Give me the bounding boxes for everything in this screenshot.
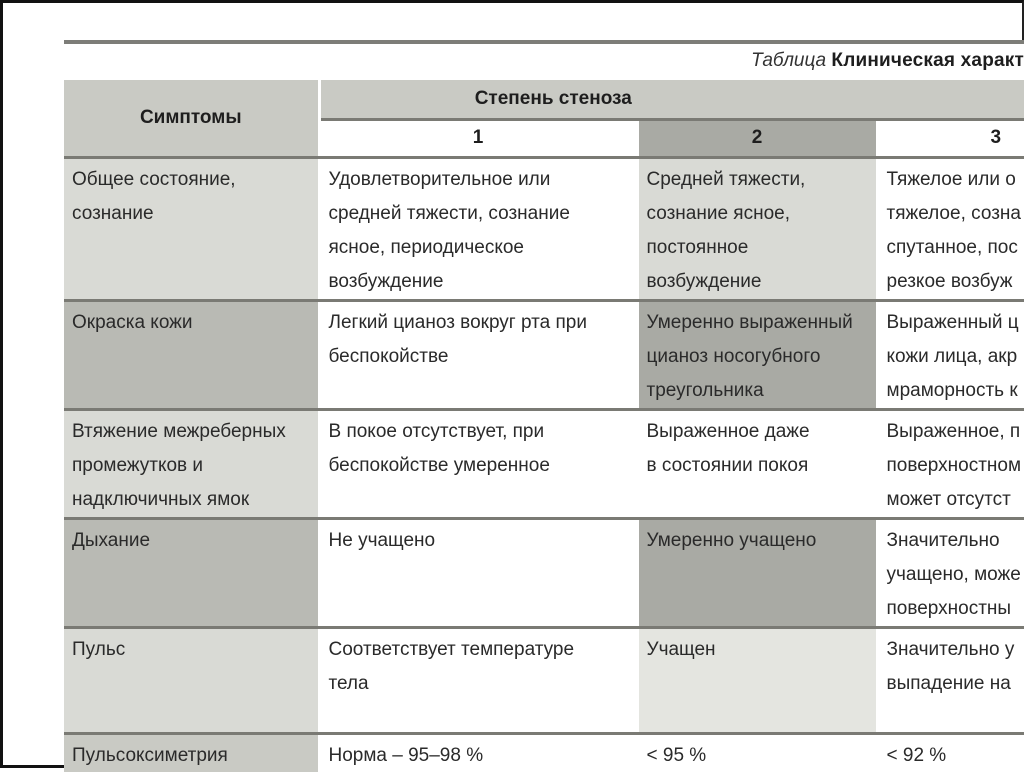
header-degree-2: 2 <box>637 119 877 158</box>
line: спутанное, пос <box>887 231 1024 265</box>
header-degree-1: 1 <box>319 119 637 158</box>
table-row <box>64 519 1024 628</box>
table-row <box>64 628 1024 734</box>
degree-2-cell <box>637 158 877 301</box>
stenosis-table <box>64 80 1024 772</box>
line: Легкий цианоз вокруг рта при <box>329 306 628 340</box>
degree-3-cell <box>877 628 1024 734</box>
symptom-cell <box>64 734 319 772</box>
line: возбуждение <box>329 265 628 299</box>
line: Средней тяжести, <box>647 163 868 197</box>
line: Дыхание <box>72 524 310 558</box>
line: ясное, периодическое <box>329 231 628 265</box>
line: Выраженный ц <box>887 306 1024 340</box>
line: Общее состояние, <box>72 163 310 197</box>
table-caption <box>324 50 1024 72</box>
degree-2-cell <box>637 519 877 628</box>
line: Удовлетворительное или <box>329 163 628 197</box>
line: поверхностном <box>887 449 1024 483</box>
line: Соответствует температуре <box>329 633 628 667</box>
line: промежутков и <box>72 449 310 483</box>
line: В покое отсутствует, при <box>329 415 628 449</box>
degree-1-cell <box>319 158 637 301</box>
line: Значительно у <box>887 633 1024 667</box>
document-sheet <box>64 40 1024 772</box>
line: < 95 % <box>647 739 868 772</box>
line: Значительно <box>887 524 1024 558</box>
line: беспокойстве <box>329 340 628 374</box>
line: поверхностны <box>887 592 1024 626</box>
degree-1-cell <box>319 734 637 772</box>
line: треугольника <box>647 374 868 408</box>
line: в состоянии покоя <box>647 449 868 483</box>
line: Учащен <box>647 633 868 667</box>
line: Выраженное, п <box>887 415 1024 449</box>
symptom-cell <box>64 158 319 301</box>
line: Пульс <box>72 633 310 667</box>
line: Умеренно учащено <box>647 524 868 558</box>
degree-2-cell <box>637 734 877 772</box>
degree-2-cell <box>637 628 877 734</box>
caption-italic: Таблица <box>751 50 826 71</box>
line: учащено, може <box>887 558 1024 592</box>
degree-3-cell <box>877 410 1024 519</box>
line: резкое возбуж <box>887 265 1024 299</box>
degree-3-cell <box>877 158 1024 301</box>
table-row <box>64 301 1024 410</box>
caption-title: Клиническая характ <box>831 50 1024 71</box>
line: выпадение на <box>887 667 1024 701</box>
line: Выраженное даже <box>647 415 868 449</box>
line: постоянное <box>647 231 868 265</box>
line: может отсутст <box>887 483 1024 517</box>
line: Норма – 95–98 % <box>329 739 628 772</box>
symptom-cell <box>64 519 319 628</box>
table-row <box>64 410 1024 519</box>
line: Втяжение межреберных <box>72 415 310 449</box>
line: средней тяжести, сознание <box>329 197 628 231</box>
degree-3-cell <box>877 301 1024 410</box>
header-symptoms: Симптомы <box>64 80 319 158</box>
line: мраморность к <box>887 374 1024 408</box>
symptom-cell <box>64 628 319 734</box>
line: беспокойстве умеренное <box>329 449 628 483</box>
degree-1-cell <box>319 301 637 410</box>
line: кожи лица, акр <box>887 340 1024 374</box>
line: тела <box>329 667 628 701</box>
line: Тяжелое или о <box>887 163 1024 197</box>
line: цианоз носогубного <box>647 340 868 374</box>
degree-1-cell <box>319 519 637 628</box>
header-degree-label: Степень стеноза <box>475 88 632 110</box>
degree-1-cell <box>319 410 637 519</box>
table-row <box>64 158 1024 301</box>
line: < 92 % <box>887 739 1024 772</box>
degree-2-cell <box>637 301 877 410</box>
line: сознание <box>72 197 310 231</box>
symptom-cell <box>64 301 319 410</box>
table-row <box>64 734 1024 772</box>
line: Умеренно выраженный <box>647 306 868 340</box>
line: сознание ясное, <box>647 197 868 231</box>
line: возбуждение <box>647 265 868 299</box>
line: Пульсоксиметрия <box>72 739 310 772</box>
degree-3-cell <box>877 734 1024 772</box>
line: надключичных ямок <box>72 483 310 517</box>
line: тяжелое, созна <box>887 197 1024 231</box>
header-degree <box>319 80 1024 119</box>
degree-1-cell <box>319 628 637 734</box>
degree-2-cell <box>637 410 877 519</box>
line: Окраска кожи <box>72 306 310 340</box>
header-degree-3: 3 <box>877 119 1024 158</box>
line: Не учащено <box>329 524 628 558</box>
symptom-cell <box>64 410 319 519</box>
degree-3-cell <box>877 519 1024 628</box>
